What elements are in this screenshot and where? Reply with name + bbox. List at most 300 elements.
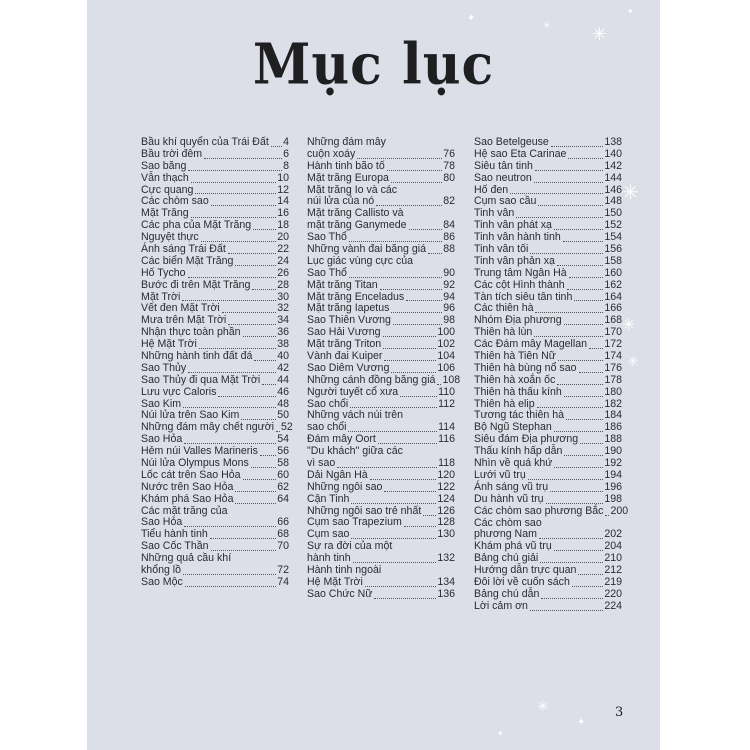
toc-entry [307,410,455,434]
toc-entry [474,504,629,518]
dot-leader [535,312,603,313]
toc-entry-page: 172 [604,338,622,351]
toc-entry [307,482,455,494]
toc-entry-page: 130 [437,528,455,541]
toc-entry-title-continued: khổng lồ [141,564,182,577]
dot-leader [564,455,603,456]
toc-entry-title: Các Đám mây Magellan [474,338,588,351]
toc-entry-title-continued: cuộn xoáy [307,147,356,160]
toc-entry-title: Bước đi trên Mặt Trăng [141,278,251,291]
toc-entry-page: 220 [604,587,622,600]
toc-entry-title: Sao chổi [307,397,349,410]
toc-entry-title-continued: sao chổi [307,421,347,434]
toc-entry-title: Tàn tích siêu tân tinh [474,290,573,303]
dot-leader [228,253,276,254]
dot-leader [188,170,282,171]
toc-entry-title: Hẻm núi Valles Marineris [141,445,258,458]
toc-entry [307,565,455,589]
toc-entry-title: Các cột Hình thành [474,278,565,291]
toc-entry-title: Sao Thủy [141,361,187,374]
toc-entry-title: Sao Hải Vương [307,326,381,339]
toc-entry-page: 160 [604,266,622,279]
toc-entry-title: Sao Betelgeuse [474,135,549,148]
toc-entry-title: Trung tâm Ngân Hà [474,266,567,279]
toc-column-1 [141,135,293,589]
snowflake-icon: ✦ [627,7,634,16]
toc-entry-title: Mặt trăng Callisto và [307,207,404,220]
toc-entry-title: Sao Thổ [307,231,347,244]
toc-entry-title: Những ngôi sao [307,480,383,493]
dot-leader [351,538,436,539]
toc-entry [474,256,622,268]
toc-entry [474,149,622,161]
dot-leader [383,348,436,349]
dot-leader [541,598,603,599]
toc-entry-title: Nhóm Địa phương [474,314,562,327]
toc-entry-page: 48 [277,397,289,410]
toc-entry-page: 184 [604,409,622,422]
dot-leader [384,491,436,492]
dot-leader [210,538,276,539]
toc-entry-title: Thiên hà Tiên Nữ [474,350,556,363]
toc-entry-title: Mặt trăng Titan [307,278,378,291]
toc-entry-page: 12 [277,183,289,196]
dot-leader [211,550,277,551]
dot-leader [391,312,442,313]
toc-entry-title-continued: hành tinh [307,552,351,565]
toc-entry [474,161,622,173]
toc-entry-page: 178 [604,373,622,386]
toc-entry-page: 104 [437,350,455,363]
toc-entry [474,173,622,185]
toc-entry-title: Những vách núi trên [307,409,404,422]
toc-entry-page: 56 [277,445,289,458]
dot-leader [243,479,277,480]
dot-leader [554,467,603,468]
toc-entry [474,387,622,399]
toc-entry-page: 4 [283,135,289,148]
toc-entry-page: 219 [604,575,622,588]
snowflake-icon: ✦ [577,717,586,728]
toc-entry-title: Sự ra đời của một [307,540,393,553]
toc-entry-title: Nhìn về quá khứ [474,457,553,470]
toc-entry-title: Vết đen Mặt Trời [141,302,220,315]
toc-entry-title: Những vành đai băng giá [307,243,427,255]
toc-entry-page: 92 [443,278,455,291]
toc-entry-title: Cực quang [141,183,194,196]
toc-entry-title: Khám phá vũ trụ [474,540,552,553]
snowflake-icon: ✳ [543,21,551,31]
toc-entry-page: 114 [438,421,455,434]
toc-entry-title-continued: Sao Hỏa [141,516,183,529]
toc-entry-page: 164 [604,290,622,303]
toc-entry-page: 54 [277,433,289,446]
toc-entry-title: Tinh vân [474,207,515,220]
toc-entry-title: Những ngôi sao trẻ nhất [307,504,422,517]
toc-entry-title: Bộ Ngũ Stephan [474,421,552,434]
toc-entry-title: Dải Ngân Hà [307,468,368,481]
toc-entry-page: 64 [277,492,289,505]
toc-entry-page: 200 [610,504,629,517]
toc-entry-page: 50 [277,409,289,422]
toc-entry-title: Thiên hà elip [474,397,535,410]
toc-entry-page: 142 [604,159,622,172]
toc-entry-page: 74 [277,575,289,588]
toc-entry-page: 80 [443,171,455,184]
toc-entry-title: Mặt trăng Triton [307,338,382,351]
toc-entry-title: Đám mây Oort [307,433,376,446]
dot-leader [188,372,276,373]
toc-entry [474,494,622,506]
toc-entry-page: 116 [438,433,455,446]
toc-entry-title: Cụm sao [307,528,350,541]
toc-entry-page: 76 [443,147,455,160]
toc-entry-page: 20 [277,231,289,244]
toc-entry-page: 22 [277,243,289,255]
dot-leader [605,515,609,516]
dot-leader [183,574,276,575]
toc-entry-page: 186 [604,421,622,434]
toc-entry [141,280,289,292]
dot-leader [510,193,603,194]
toc-entry-page: 140 [604,147,622,160]
dot-leader [551,146,604,147]
toc-entry-title: Tinh vân phản xạ [474,254,555,267]
toc-entry [474,375,622,387]
dot-leader [241,419,276,420]
toc-entry [307,446,455,470]
dot-leader [579,372,604,373]
toc-entry-page: 88 [443,243,455,255]
toc-entry-page: 196 [604,480,622,493]
toc-entry-title: Núi lửa Olympus Mons [141,457,249,470]
toc-entry-title: Sao neutron [474,171,532,184]
dot-leader [404,526,437,527]
toc-entry-title: Các mặt trăng của [141,504,228,517]
dot-leader [185,586,276,587]
toc-entry-title: Sao Mộc [141,575,183,588]
dot-leader [406,300,442,301]
toc-entry [141,256,289,268]
toc-entry-page: 202 [604,528,622,541]
toc-entry-page: 192 [604,457,622,470]
toc-entry-title: Người tuyết cổ xưa [307,385,399,398]
dot-leader [191,217,277,218]
toc-entry [474,482,622,494]
toc-entry-title: Tinh vân tối [474,243,529,255]
toc-entry-page: 18 [277,219,289,232]
dot-leader [387,170,442,171]
dot-leader [378,443,437,444]
toc-entry-page: 108 [442,373,461,386]
dot-leader [235,265,276,266]
toc-entry-title: Hệ sao Eta Carinae [474,147,567,160]
dot-leader [554,550,604,551]
toc-entry-title: Nguyệt thực [141,231,199,244]
toc-entry-page: 126 [437,504,455,517]
toc-entry [307,541,455,565]
toc-entry-page: 176 [604,361,622,374]
toc-entry-page: 204 [604,540,622,553]
toc-entry-title: Cụm sao cầu [474,195,537,208]
toc-entry-title: Lốc cát trên Sao Hỏa [141,468,241,481]
toc-entry-title: Du hành vũ trụ [474,492,544,505]
toc-entry-title: Các chòm sao phương Bắc [474,504,604,517]
toc-entry-page: 224 [604,599,622,612]
toc-entry-page: 210 [604,552,622,565]
toc-entry [141,553,289,577]
toc-entry-page: 10 [277,171,289,184]
snowflake-icon: ✳ [622,180,639,204]
toc-entry-page: 84 [443,219,455,232]
toc-entry-page: 52 [281,421,293,434]
dot-leader [400,396,437,397]
toc-entry-page: 6 [283,147,289,160]
toc-entry-line [307,268,455,280]
toc-entry-page: 34 [277,314,289,327]
toc-entry-title: Các pha của Mặt Trăng [141,219,252,232]
dot-leader [538,205,603,206]
toc-entry-title: Sao băng [141,159,187,172]
toc-entry-page: 28 [277,278,289,291]
toc-entry-page: 100 [437,326,455,339]
dot-leader [370,479,437,480]
toc-entry-title: Thiên hà thấu kính [474,385,562,398]
dot-leader [574,300,603,301]
dot-leader [235,503,276,504]
toc-entry-title: Thiên hà lùn [474,326,533,339]
dot-leader [211,205,276,206]
dot-leader [578,574,603,575]
dot-leader [393,324,442,325]
snowflake-icon: ✳ [592,24,608,45]
dot-leader [383,336,437,337]
toc-entry-title: Nhận thực toàn phần [141,326,241,339]
toc-entry-page: 148 [604,195,622,208]
dot-leader [409,229,443,230]
toc-entry-page: 94 [443,290,455,303]
dot-leader [260,455,276,456]
toc-entry-page: 46 [277,385,289,398]
toc-entry-title: Hố đen [474,183,509,196]
toc-entry-title: Vẫn thạch [141,171,189,184]
dot-leader [357,158,442,159]
toc-entry-page: 62 [277,480,289,493]
dot-leader [566,419,603,420]
toc-entry [307,256,455,280]
dot-leader [204,158,282,159]
dot-leader [589,348,603,349]
toc-entry-title: Lời cảm ơn [474,599,528,612]
dot-leader [252,289,276,290]
dot-leader [558,360,603,361]
dot-leader [251,467,276,468]
toc-entry [141,482,289,494]
dot-leader [557,265,603,266]
toc-entry-page: 152 [604,219,622,232]
toc-entry-title: Sao Kim [141,397,182,410]
dot-leader [337,467,437,468]
dot-leader [191,182,276,183]
toc-entry-title: Ánh sáng Trái Đất [141,243,226,255]
toc-entry-title: Mưa trên Mặt Trời [141,314,227,327]
toc-entry-page: 110 [438,385,455,398]
dot-leader [351,503,436,504]
toc-entry-page: 44 [277,373,289,386]
toc-entry-page: 102 [437,338,455,351]
toc-entry [474,518,622,542]
dot-leader [350,407,437,408]
toc-entry [307,494,455,506]
toc-entry [141,173,289,185]
dot-leader [537,407,604,408]
toc-entry-title: Siêu đám Địa phương [474,433,579,446]
toc-entry [141,387,289,399]
toc-entry-page: 170 [604,326,622,339]
toc-entry-title: Lưu vực Caloris [141,385,217,398]
toc-entry-title: Sao Thiên Vương [307,314,391,327]
toc-entry-title: Hố Tycho [141,266,186,279]
dot-leader [554,431,604,432]
dot-leader [391,372,436,373]
toc-entry-page: 198 [604,492,622,505]
dot-leader [567,289,604,290]
toc-entry-title: Những hành tinh đất đá [141,350,253,363]
dot-leader [276,431,280,432]
toc-entry-title: Bầu trời đêm [141,147,203,160]
dot-leader [580,443,603,444]
toc-entry-title: Hướng dẫn trực quan [474,564,577,577]
dot-leader [568,158,603,159]
dot-leader [365,586,437,587]
toc-entry [141,268,289,280]
toc-entry [307,208,455,232]
toc-entry-title: Hệ Mặt Trời [141,338,197,351]
toc-entry-title: Núi lửa trên Sao Kim [141,409,240,422]
toc-entry-page: 212 [604,564,622,577]
toc-entry-title: Siêu tân tinh [474,159,533,172]
dot-leader [423,515,436,516]
toc-entry-page: 136 [437,587,455,600]
snowflake-icon: ✦ [497,729,504,738]
toc-entry-page: 30 [277,290,289,303]
toc-entry [307,387,455,399]
toc-entry-page: 194 [604,468,622,481]
dot-leader [557,384,603,385]
dot-leader [564,396,604,397]
toc-entry-page: 66 [277,516,289,529]
dot-leader [183,407,276,408]
dot-leader [349,241,442,242]
dot-leader [534,336,603,337]
toc-entry-title: Thấu kính hấp dẫn [474,445,563,458]
toc-entry [141,494,289,506]
toc-entry-title: Sao Diêm Vương [307,361,390,374]
toc-entry-page: 138 [604,135,622,148]
toc-entry-page: 146 [604,183,622,196]
toc-entry-page: 180 [604,385,622,398]
toc-entry-title-continued: núi lửa của nó [307,195,375,208]
toc-entry-page: 96 [443,302,455,315]
toc-entry-page: 16 [277,207,289,220]
toc-entry-title: Lưới vũ trụ [474,468,526,481]
dot-leader [222,312,276,313]
dot-leader [550,491,603,492]
toc-entry-title: Mặt trăng Iapetus [307,302,390,315]
dot-leader [228,324,276,325]
toc-entry-page: 174 [604,350,622,363]
dot-leader [384,360,436,361]
dot-leader [262,384,276,385]
toc-entry [141,161,289,173]
toc-entry-title: Những cánh đồng băng giá [307,373,436,386]
toc-entry-title: Sao Chức Nữ [307,587,373,600]
dot-leader [528,479,604,480]
toc-entry-page: 112 [438,397,455,410]
dot-leader [199,348,276,349]
toc-entry-title: Mặt trăng Enceladus [307,290,405,303]
toc-entry-title: Vành đai Kuiper [307,350,383,363]
toc-entry-page: 98 [443,314,455,327]
toc-entry-title: Mặt Trăng [141,207,189,220]
toc-entry [474,268,622,280]
toc-entry-title: Hành tinh bão tố [307,159,385,172]
toc-entry-page: 106 [437,361,455,374]
dot-leader [253,229,276,230]
dot-leader [254,360,276,361]
dot-leader [530,253,603,254]
dot-leader [569,277,604,278]
toc-entry [307,185,455,209]
dot-leader [428,253,442,254]
toc-entry-title: Lục giác vùng cực của [307,254,414,267]
toc-entry-title: Những đám mây chết người [141,421,275,434]
toc-entry-title: Khám phá Sao Hỏa [141,492,234,505]
toc-entry-page: 154 [604,231,622,244]
toc-entry [307,173,455,185]
toc-entry-page: 188 [604,433,622,446]
toc-entry-title: Sao Thủy đi qua Mặt Trời [141,373,261,386]
toc-entry-title: Hành tinh ngoài [307,564,382,577]
toc-entry [141,577,289,589]
dot-leader [540,562,603,563]
toc-entry-title: Tinh vân phát xạ [474,219,552,232]
dot-leader [243,336,277,337]
dot-leader [380,289,443,290]
toc-entry-page: 162 [604,278,622,291]
toc-entry-title: Tiểu hành tinh [141,528,208,541]
toc-entry-title: Các chòm sao [474,516,542,529]
snowflake-icon: ✳ [622,315,636,334]
toc-entry-page: 40 [277,350,289,363]
toc-entry-title: Các chòm sao [141,195,209,208]
dot-leader [516,217,603,218]
dot-leader [348,431,437,432]
toc-entry-title: Sao Cốc Thần [141,540,209,553]
toc-entry-title: Những quả cầu khí [141,552,232,565]
toc-entry-page: 24 [277,254,289,267]
toc-entry-page: 182 [604,397,622,410]
book-page [87,0,660,750]
toc-entry-title-continued: Hệ Mặt Trời [307,575,363,588]
toc-entry-page: 82 [443,195,455,208]
dot-leader [572,586,603,587]
toc-entry-page: 42 [277,361,289,374]
toc-entry-title: Các thiên hà [474,302,534,315]
toc-entry-title: Ánh sáng vũ trụ [474,480,549,493]
toc-entry-page: 58 [277,457,289,470]
dot-leader [564,324,604,325]
